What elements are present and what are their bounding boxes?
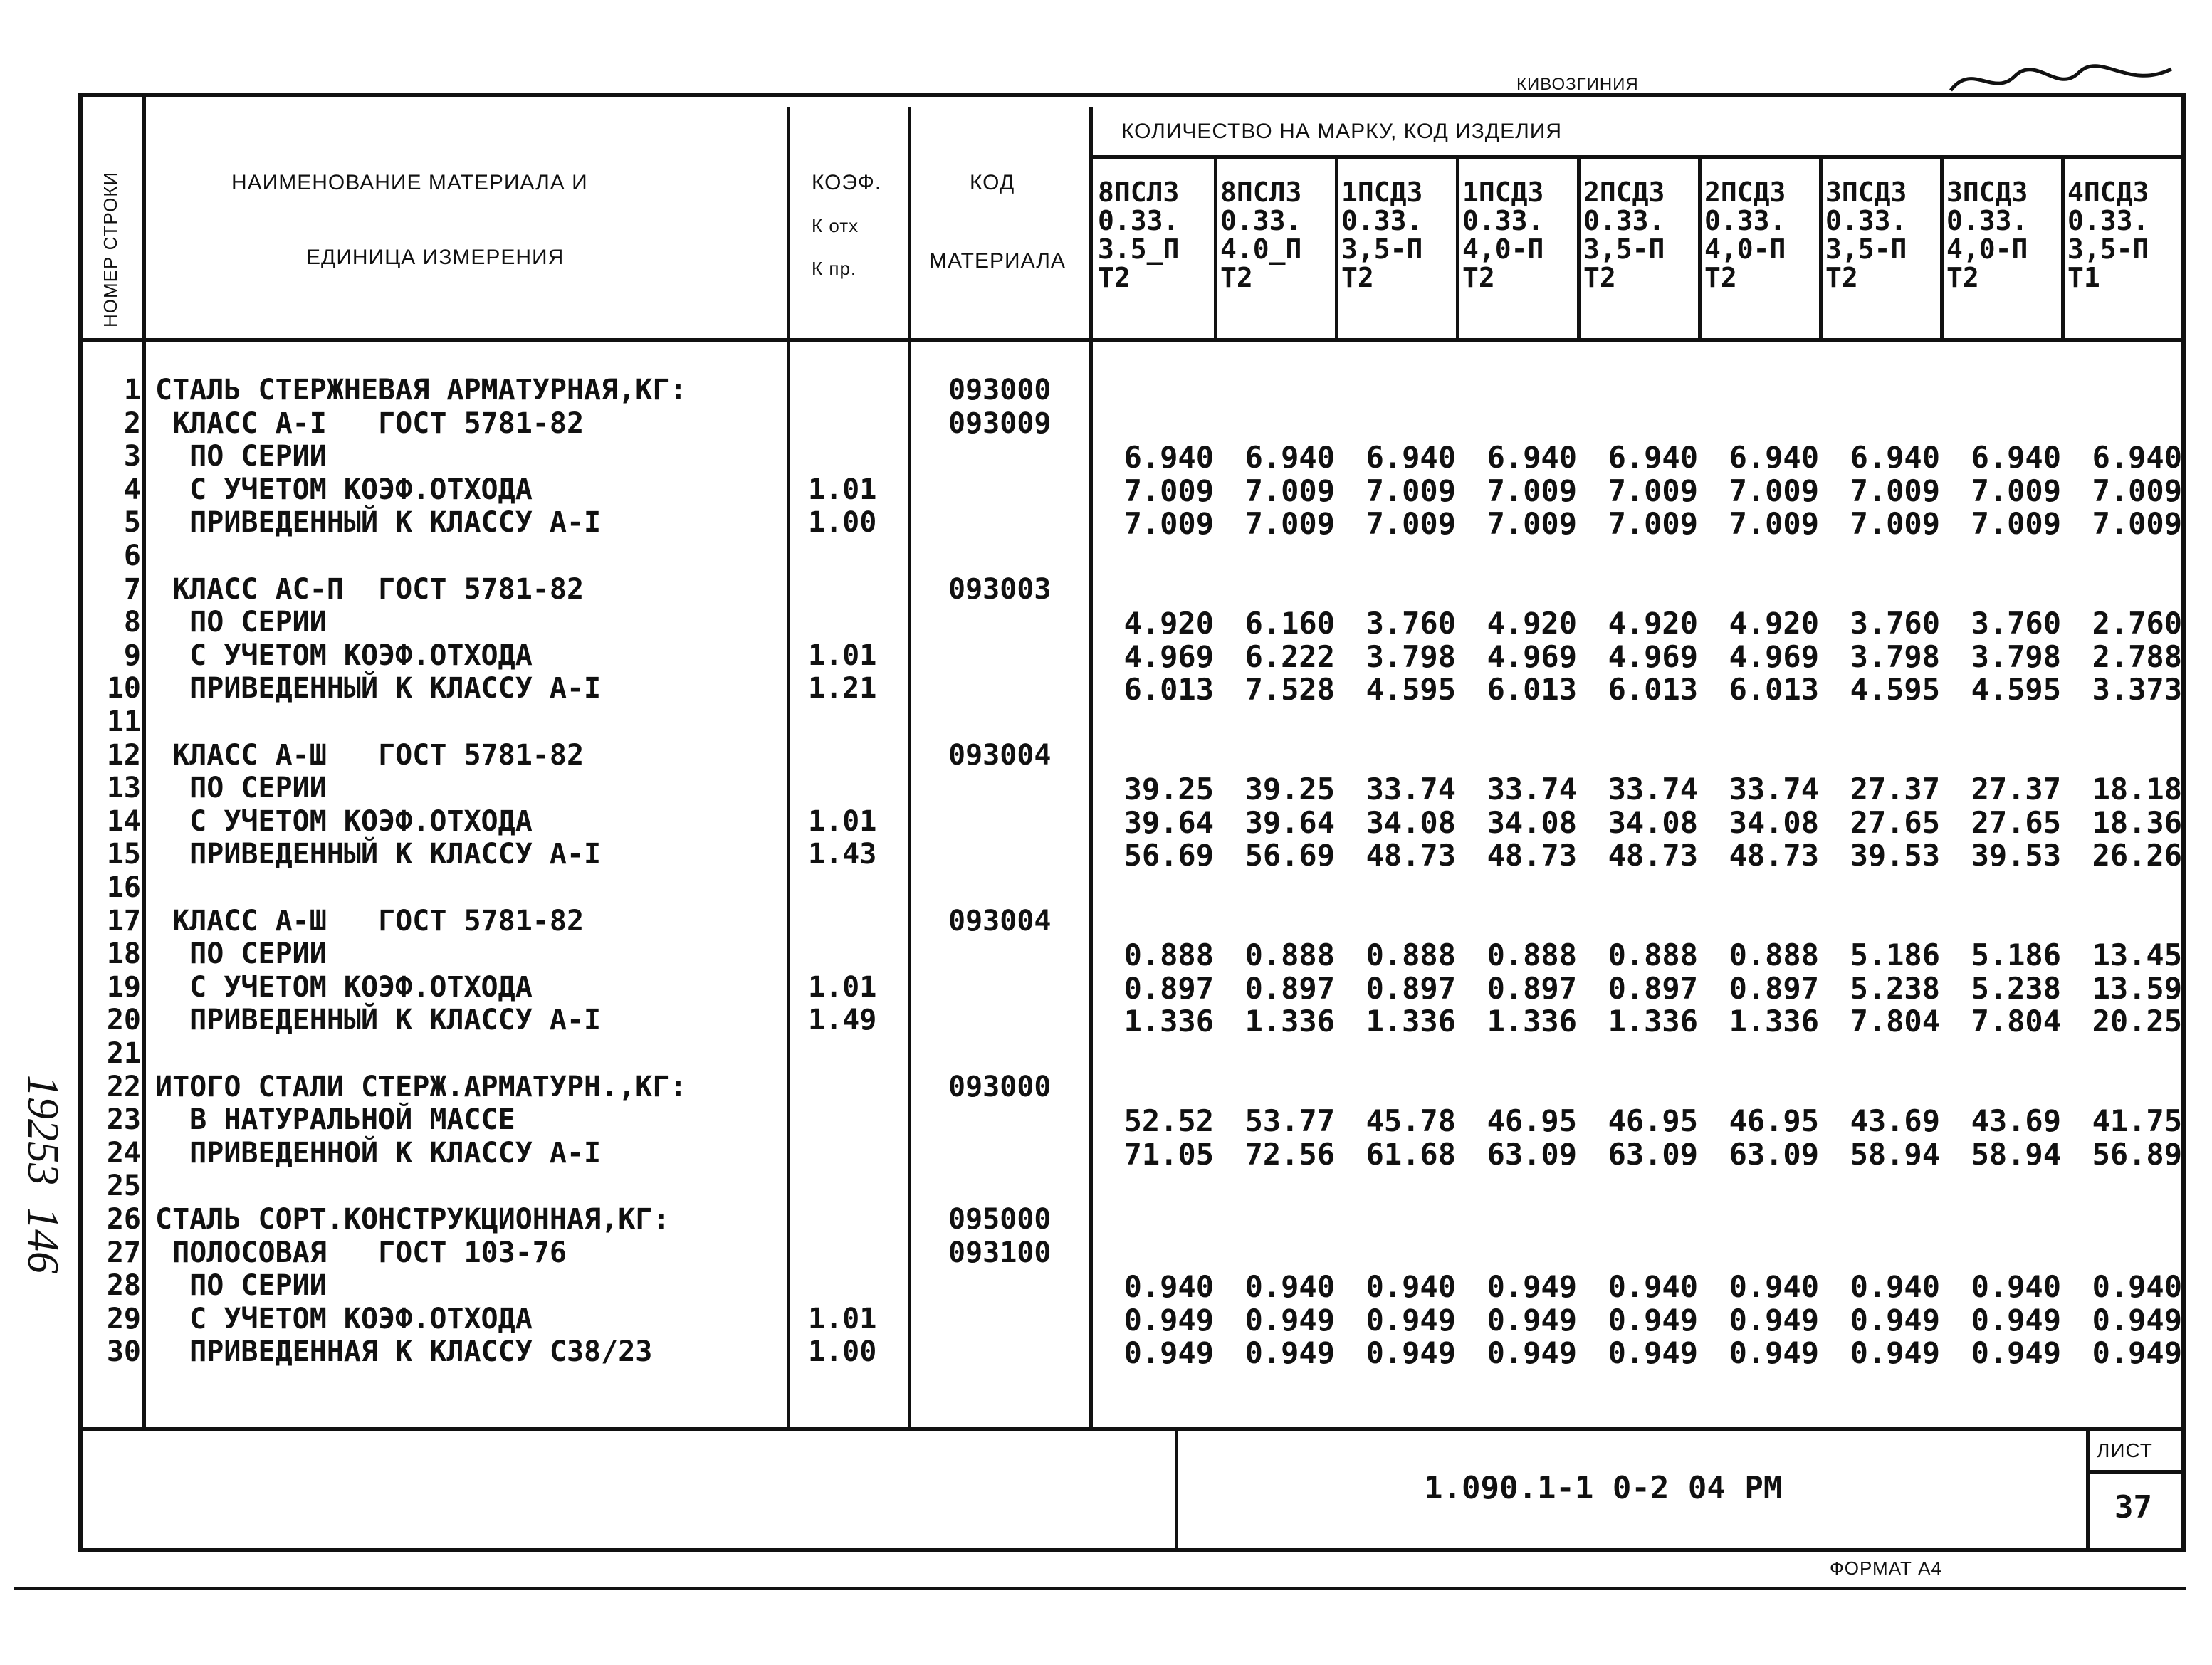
material-name: ПРИВЕДЕННЫЙ К КЛАССУ А-I [155, 838, 602, 871]
sheet-number: 37 [2114, 1489, 2152, 1525]
quantity-value: 39.64 [1244, 805, 1335, 840]
quantity-value: 5.186 [1850, 937, 1940, 972]
material-name: С УЧЕТОМ КОЭФ.ОТХОДА [155, 971, 533, 1004]
code-label-line2: МАТЕРИАЛА [929, 249, 1066, 273]
quantity-value: 0.888 [1729, 937, 1819, 972]
quantity-value: 0.897 [1244, 971, 1335, 1006]
quantity-value: 6.013 [1729, 672, 1819, 707]
row-number: 15 [106, 838, 141, 871]
quantity-value: 0.949 [1850, 1335, 1940, 1370]
product-col-line-8 [2061, 155, 2065, 340]
signature-scribble [1944, 58, 2179, 101]
row-number: 30 [106, 1335, 141, 1368]
quantity-value: 4.969 [1608, 639, 1698, 674]
quantity-value: 6.940 [2092, 440, 2182, 475]
quantity-value: 0.940 [1729, 1269, 1819, 1304]
row-number: 6 [123, 540, 141, 572]
document-code: 1.090.1-1 0-2 04 РМ [1424, 1470, 1783, 1506]
quantity-value: 6.013 [1487, 672, 1577, 707]
quantity-value: 71.05 [1123, 1137, 1214, 1172]
quantity-value: 63.09 [1487, 1137, 1577, 1172]
quantity-value: 0.949 [1244, 1303, 1335, 1338]
row-number: 25 [106, 1170, 141, 1202]
coefficient: 1.01 [808, 639, 877, 672]
quantity-value: 0.949 [2092, 1303, 2182, 1338]
quantity-value: 0.897 [1729, 971, 1819, 1006]
quantity-value: 4.595 [1366, 672, 1456, 707]
row-number: 29 [106, 1303, 141, 1335]
quantity-value: 7.009 [1123, 506, 1214, 541]
row-number: 13 [106, 772, 141, 804]
quantity-value: 0.897 [1123, 971, 1214, 1006]
product-col-line-7 [1940, 155, 1944, 340]
col-line-name [787, 107, 790, 1427]
material-name: СТАЛЬ СТЕРЖНЕВАЯ АРМАТУРНАЯ,КГ: [155, 374, 687, 406]
coefficient: 1.01 [808, 473, 877, 506]
quantity-value: 0.940 [1971, 1269, 2061, 1304]
quantity-value: 5.238 [1971, 971, 2061, 1006]
quantity-value: 48.73 [1729, 838, 1819, 873]
quantity-value: 13.45 [2092, 937, 2182, 972]
row-number: 20 [106, 1004, 141, 1036]
quantity-value: 0.888 [1608, 937, 1698, 972]
material-name: ПРИВЕДЕННЫЙ К КЛАССУ А-I [155, 1004, 602, 1036]
material-name: ПРИВЕДЕННОЙ К КЛАССУ А-I [155, 1137, 602, 1170]
material-name: ПРИВЕДЕННЫЙ К КЛАССУ А-I [155, 672, 602, 705]
quantity-value: 6.160 [1244, 606, 1335, 641]
col-line-rownum [142, 93, 146, 1427]
material-name: КЛАСС АС-П ГОСТ 5781-82 [155, 573, 585, 606]
quantity-value: 33.74 [1608, 772, 1698, 807]
quantity-value: 6.940 [1608, 440, 1698, 475]
quantity-value: 46.95 [1729, 1103, 1819, 1138]
quantity-value: 56.69 [1123, 838, 1214, 873]
row-number: 23 [106, 1103, 141, 1136]
coef-label-line2: К отх [812, 215, 859, 236]
quantity-value: 5.238 [1850, 971, 1940, 1006]
quantity-value: 0.940 [1366, 1269, 1456, 1304]
quantity-value: 34.08 [1729, 805, 1819, 840]
side-handwritten-note: 19253 146 [19, 1075, 67, 1273]
quantity-value: 4.969 [1729, 639, 1819, 674]
quantity-value: 3.760 [1366, 606, 1456, 641]
quantity-value: 6.940 [1971, 440, 2061, 475]
quantity-value: 4.920 [1729, 606, 1819, 641]
quantity-value: 6.940 [1244, 440, 1335, 475]
quantity-value: 34.08 [1487, 805, 1577, 840]
product-header-6: 2ПСД3 0.33. 4,0-П Т2 [1704, 177, 1786, 293]
quantity-value: 0.949 [1487, 1269, 1577, 1304]
format-label: ФОРМАТ А4 [1830, 1558, 1942, 1579]
material-name: ПО СЕРИИ [155, 937, 327, 970]
quantity-value: 3.760 [1850, 606, 1940, 641]
row-number: 17 [106, 905, 141, 937]
quantity-value: 1.336 [1608, 1004, 1698, 1039]
material-name: ПРИВЕДЕННЫЙ К КЛАССУ А-I [155, 506, 602, 539]
quantity-value: 63.09 [1729, 1137, 1819, 1172]
material-code: 093000 [948, 374, 1052, 406]
footer-sheet-mid-line [2086, 1470, 2186, 1474]
quantity-value: 7.009 [1123, 473, 1214, 508]
quantity-value: 3.798 [1850, 639, 1940, 674]
quantity-value: 0.888 [1366, 937, 1456, 972]
quantity-value: 0.949 [1366, 1335, 1456, 1370]
header-bottom-line [78, 338, 2186, 342]
quantity-value: 0.897 [1366, 971, 1456, 1006]
coefficient: 1.00 [808, 506, 877, 539]
quantity-value: 7.009 [1971, 506, 2061, 541]
row-number-label: НОМЕР СТРОКИ [100, 171, 121, 327]
material-name: ПО СЕРИИ [155, 606, 327, 639]
material-name: КЛАСС А-I ГОСТ 5781-82 [155, 407, 585, 440]
quantity-value: 0.897 [1487, 971, 1577, 1006]
quantity-value: 61.68 [1366, 1137, 1456, 1172]
row-number: 19 [106, 971, 141, 1004]
quantity-value: 7.009 [1244, 473, 1335, 508]
quantity-value: 3.373 [2092, 672, 2182, 707]
material-code: 093100 [948, 1236, 1052, 1269]
col-line-coef [908, 107, 911, 1427]
product-header-8: 3ПСД3 0.33. 4,0-П Т2 [1946, 177, 2028, 293]
quantity-value: 0.949 [1487, 1303, 1577, 1338]
quantity-value: 7.009 [1366, 473, 1456, 508]
row-number: 18 [106, 937, 141, 970]
quantity-value: 7.804 [1971, 1004, 2061, 1039]
quantity-value: 6.222 [1244, 639, 1335, 674]
quantity-value: 56.89 [2092, 1137, 2182, 1172]
coefficient: 1.01 [808, 1303, 877, 1335]
quantity-value: 0.949 [1729, 1335, 1819, 1370]
quantity-value: 43.69 [1971, 1103, 2061, 1138]
quantity-value: 33.74 [1366, 772, 1456, 807]
quantity-value: 39.53 [1850, 838, 1940, 873]
name-label-line2: ЕДИНИЦА ИЗМЕРЕНИЯ [306, 246, 565, 269]
product-header-2: 8ПСЛ3 0.33. 4.0_П Т2 [1220, 177, 1302, 293]
quantity-value: 0.940 [1850, 1269, 1940, 1304]
quantity-value: 58.94 [1971, 1137, 2061, 1172]
coefficient: 1.01 [808, 805, 877, 838]
quantity-value: 0.949 [1487, 1335, 1577, 1370]
quantity-value: 56.69 [1244, 838, 1335, 873]
quantity-value: 33.74 [1487, 772, 1577, 807]
quantity-value: 6.940 [1366, 440, 1456, 475]
quantity-value: 0.949 [2092, 1335, 2182, 1370]
material-name: СТАЛЬ СОРТ.КОНСТРУКЦИОННАЯ,КГ: [155, 1203, 670, 1236]
quantity-value: 7.009 [1608, 506, 1698, 541]
row-number: 4 [123, 473, 141, 506]
quantity-value: 4.969 [1487, 639, 1577, 674]
row-number: 14 [106, 805, 141, 838]
product-header-3: 1ПСД3 0.33. 3,5-П Т2 [1341, 177, 1423, 293]
quantity-value: 6.940 [1729, 440, 1819, 475]
coef-label-line1: КОЭФ. [812, 171, 882, 194]
quantity-value: 7.009 [1729, 506, 1819, 541]
quantity-value: 7.009 [1971, 473, 2061, 508]
quantity-value: 3.760 [1971, 606, 2061, 641]
row-number: 26 [106, 1203, 141, 1236]
row-number: 7 [123, 573, 141, 606]
quantity-value: 0.949 [1123, 1303, 1214, 1338]
product-col-line-4 [1577, 155, 1581, 340]
quantity-value: 46.95 [1608, 1103, 1698, 1138]
quantity-value: 0.949 [1971, 1303, 2061, 1338]
quantity-value: 43.69 [1850, 1103, 1940, 1138]
quantity-value: 6.013 [1123, 672, 1214, 707]
product-col-line-6 [1819, 155, 1823, 340]
quantity-value: 5.186 [1971, 937, 2061, 972]
product-col-line-5 [1698, 155, 1702, 340]
quantity-value: 41.75 [2092, 1103, 2182, 1138]
quantity-value: 45.78 [1366, 1103, 1456, 1138]
material-code: 093004 [948, 905, 1052, 937]
bottom-trim-line [14, 1587, 2186, 1590]
coefficient: 1.43 [808, 838, 877, 871]
quantity-value: 48.73 [1608, 838, 1698, 873]
quantity-value: 3.798 [1366, 639, 1456, 674]
material-name: С УЧЕТОМ КОЭФ.ОТХОДА [155, 639, 533, 672]
product-header-5: 2ПСД3 0.33. 3,5-П Т2 [1583, 177, 1665, 293]
coefficient: 1.00 [808, 1335, 877, 1368]
product-col-line-1 [1214, 155, 1217, 340]
quantity-value: 4.595 [1971, 672, 2061, 707]
quantity-value: 18.18 [2092, 772, 2182, 807]
quantity-value: 7.009 [2092, 473, 2182, 508]
col-line-code [1089, 107, 1093, 1427]
quantity-value: 52.52 [1123, 1103, 1214, 1138]
quantity-value: 27.37 [1850, 772, 1940, 807]
quantity-value: 53.77 [1244, 1103, 1335, 1138]
quantity-value: 0.949 [1608, 1335, 1698, 1370]
coef-label-line3: К пр. [812, 258, 857, 279]
row-number: 1 [123, 374, 141, 406]
quantity-value: 34.08 [1366, 805, 1456, 840]
quantity-value: 0.949 [1366, 1303, 1456, 1338]
quantity-value: 1.336 [1244, 1004, 1335, 1039]
row-number: 5 [123, 506, 141, 539]
quantity-value: 46.95 [1487, 1103, 1577, 1138]
footer-sheet-left-line [2086, 1427, 2090, 1552]
quantity-value: 0.949 [1244, 1335, 1335, 1370]
quantity-value: 39.25 [1123, 772, 1214, 807]
row-number: 12 [106, 739, 141, 772]
material-code: 093000 [948, 1071, 1052, 1103]
quantity-value: 27.37 [1971, 772, 2061, 807]
quantity-value: 0.940 [1608, 1269, 1698, 1304]
quantity-value: 4.920 [1487, 606, 1577, 641]
quantity-value: 0.940 [1123, 1269, 1214, 1304]
quantity-value: 6.940 [1850, 440, 1940, 475]
product-header-7: 3ПСД3 0.33. 3,5-П Т2 [1825, 177, 1907, 293]
quantity-value: 7.804 [1850, 1004, 1940, 1039]
product-header-1: 8ПСЛ3 0.33. 3.5_П Т2 [1098, 177, 1180, 293]
row-number: 10 [106, 672, 141, 705]
quantity-value: 63.09 [1608, 1137, 1698, 1172]
product-col-line-2 [1335, 155, 1338, 340]
quantity-value: 48.73 [1366, 838, 1456, 873]
product-header-9: 4ПСД3 0.33. 3,5-П Т1 [2067, 177, 2149, 293]
quantity-value: 39.25 [1244, 772, 1335, 807]
material-name: ПО СЕРИИ [155, 440, 327, 473]
quantity-value: 0.888 [1244, 937, 1335, 972]
quantity-value: 0.888 [1487, 937, 1577, 972]
material-code: 093004 [948, 739, 1052, 772]
quantity-value: 6.940 [1487, 440, 1577, 475]
row-number: 21 [106, 1037, 141, 1070]
quantity-value: 1.336 [1487, 1004, 1577, 1039]
quantity-value: 4.969 [1123, 639, 1214, 674]
material-name: ИТОГО СТАЛИ СТЕРЖ.АРМАТУРН.,КГ: [155, 1071, 687, 1103]
quantity-value: 0.949 [1123, 1335, 1214, 1370]
quantity-value: 26.26 [2092, 838, 2182, 873]
quantity-value: 0.949 [1850, 1303, 1940, 1338]
quantity-value: 18.36 [2092, 805, 2182, 840]
sheet-label: ЛИСТ [2097, 1439, 2153, 1461]
quantity-value: 0.940 [1244, 1269, 1335, 1304]
quantity-value: 33.74 [1729, 772, 1819, 807]
product-header-4: 1ПСД3 0.33. 4,0-П Т2 [1462, 177, 1544, 293]
quantity-value: 72.56 [1244, 1137, 1335, 1172]
footer-stamp-left-line [1175, 1427, 1178, 1552]
quantity-value: 7.009 [1850, 473, 1940, 508]
quantity-value: 48.73 [1487, 838, 1577, 873]
quantity-value: 4.595 [1850, 672, 1940, 707]
product-col-line-3 [1456, 155, 1459, 340]
material-name: ПО СЕРИИ [155, 772, 327, 804]
quantity-value: 7.528 [1244, 672, 1335, 707]
quantity-value: 58.94 [1850, 1137, 1940, 1172]
row-number: 22 [106, 1071, 141, 1103]
quantity-value: 1.336 [1729, 1004, 1819, 1039]
footer-top-line [78, 1427, 2186, 1431]
row-number: 9 [123, 639, 141, 672]
quantity-value: 13.59 [2092, 971, 2182, 1006]
quantity-value: 7.009 [1487, 473, 1577, 508]
row-number: 27 [106, 1236, 141, 1269]
quantity-value: 7.009 [1608, 473, 1698, 508]
quantity-value: 20.25 [2092, 1004, 2182, 1039]
row-number: 2 [123, 407, 141, 440]
quantity-value: 7.009 [1729, 473, 1819, 508]
row-number: 8 [123, 606, 141, 639]
quantity-value: 1.336 [1123, 1004, 1214, 1039]
coefficient: 1.01 [808, 971, 877, 1004]
material-code: 093009 [948, 407, 1052, 440]
row-number: 16 [106, 871, 141, 904]
quantity-value: 27.65 [1850, 805, 1940, 840]
material-code: 093003 [948, 573, 1052, 606]
material-name: ПО СЕРИИ [155, 1269, 327, 1302]
quantity-value: 0.897 [1608, 971, 1698, 1006]
quantity-value: 0.949 [1729, 1303, 1819, 1338]
quantity-value: 7.009 [1366, 506, 1456, 541]
material-name: С УЧЕТОМ КОЭФ.ОТХОДА [155, 805, 533, 838]
code-label-line1: КОД [970, 171, 1015, 194]
quantity-value: 0.940 [2092, 1269, 2182, 1304]
quantity-value: 0.888 [1123, 937, 1214, 972]
quantity-value: 2.760 [2092, 606, 2182, 641]
material-code: 095000 [948, 1203, 1052, 1236]
material-name: С УЧЕТОМ КОЭФ.ОТХОДА [155, 473, 533, 506]
row-number: 11 [106, 705, 141, 738]
quantity-value: 34.08 [1608, 805, 1698, 840]
quantity-value: 0.949 [1608, 1303, 1698, 1338]
top-stamp: КИВОЗГИНИЯ [1516, 75, 1639, 94]
quantity-value: 4.920 [1123, 606, 1214, 641]
row-number: 3 [123, 440, 141, 473]
quantity-value: 7.009 [1487, 506, 1577, 541]
quantity-value: 7.009 [1244, 506, 1335, 541]
quantity-value: 39.53 [1971, 838, 2061, 873]
quantity-value: 39.64 [1123, 805, 1214, 840]
quantity-value: 6.940 [1123, 440, 1214, 475]
quantity-value: 27.65 [1971, 805, 2061, 840]
row-number: 28 [106, 1269, 141, 1302]
quantity-value: 0.949 [1971, 1335, 2061, 1370]
coefficient: 1.21 [808, 672, 877, 705]
quantity-header-line [1089, 155, 2186, 159]
quantity-value: 3.798 [1971, 639, 2061, 674]
material-name: В НАТУРАЛЬНОЙ МАССЕ [155, 1103, 515, 1136]
material-name: ПОЛОСОВАЯ ГОСТ 103-76 [155, 1236, 567, 1269]
name-label-line1: НАИМЕНОВАНИЕ МАТЕРИАЛА И [231, 171, 588, 194]
quantity-value: 7.009 [2092, 506, 2182, 541]
quantity-label: КОЛИЧЕСТВО НА МАРКУ, КОД ИЗДЕЛИЯ [1121, 120, 1563, 143]
quantity-value: 7.009 [1850, 506, 1940, 541]
quantity-value: 6.013 [1608, 672, 1698, 707]
quantity-value: 1.336 [1366, 1004, 1456, 1039]
material-name: С УЧЕТОМ КОЭФ.ОТХОДА [155, 1303, 533, 1335]
quantity-value: 2.788 [2092, 639, 2182, 674]
material-name: ПРИВЕДЕННАЯ К КЛАССУ С38/23 [155, 1335, 653, 1368]
row-number: 24 [106, 1137, 141, 1170]
coefficient: 1.49 [808, 1004, 877, 1036]
quantity-value: 4.920 [1608, 606, 1698, 641]
material-name: КЛАСС А-Ш ГОСТ 5781-82 [155, 739, 585, 772]
material-name: КЛАСС А-Ш ГОСТ 5781-82 [155, 905, 585, 937]
